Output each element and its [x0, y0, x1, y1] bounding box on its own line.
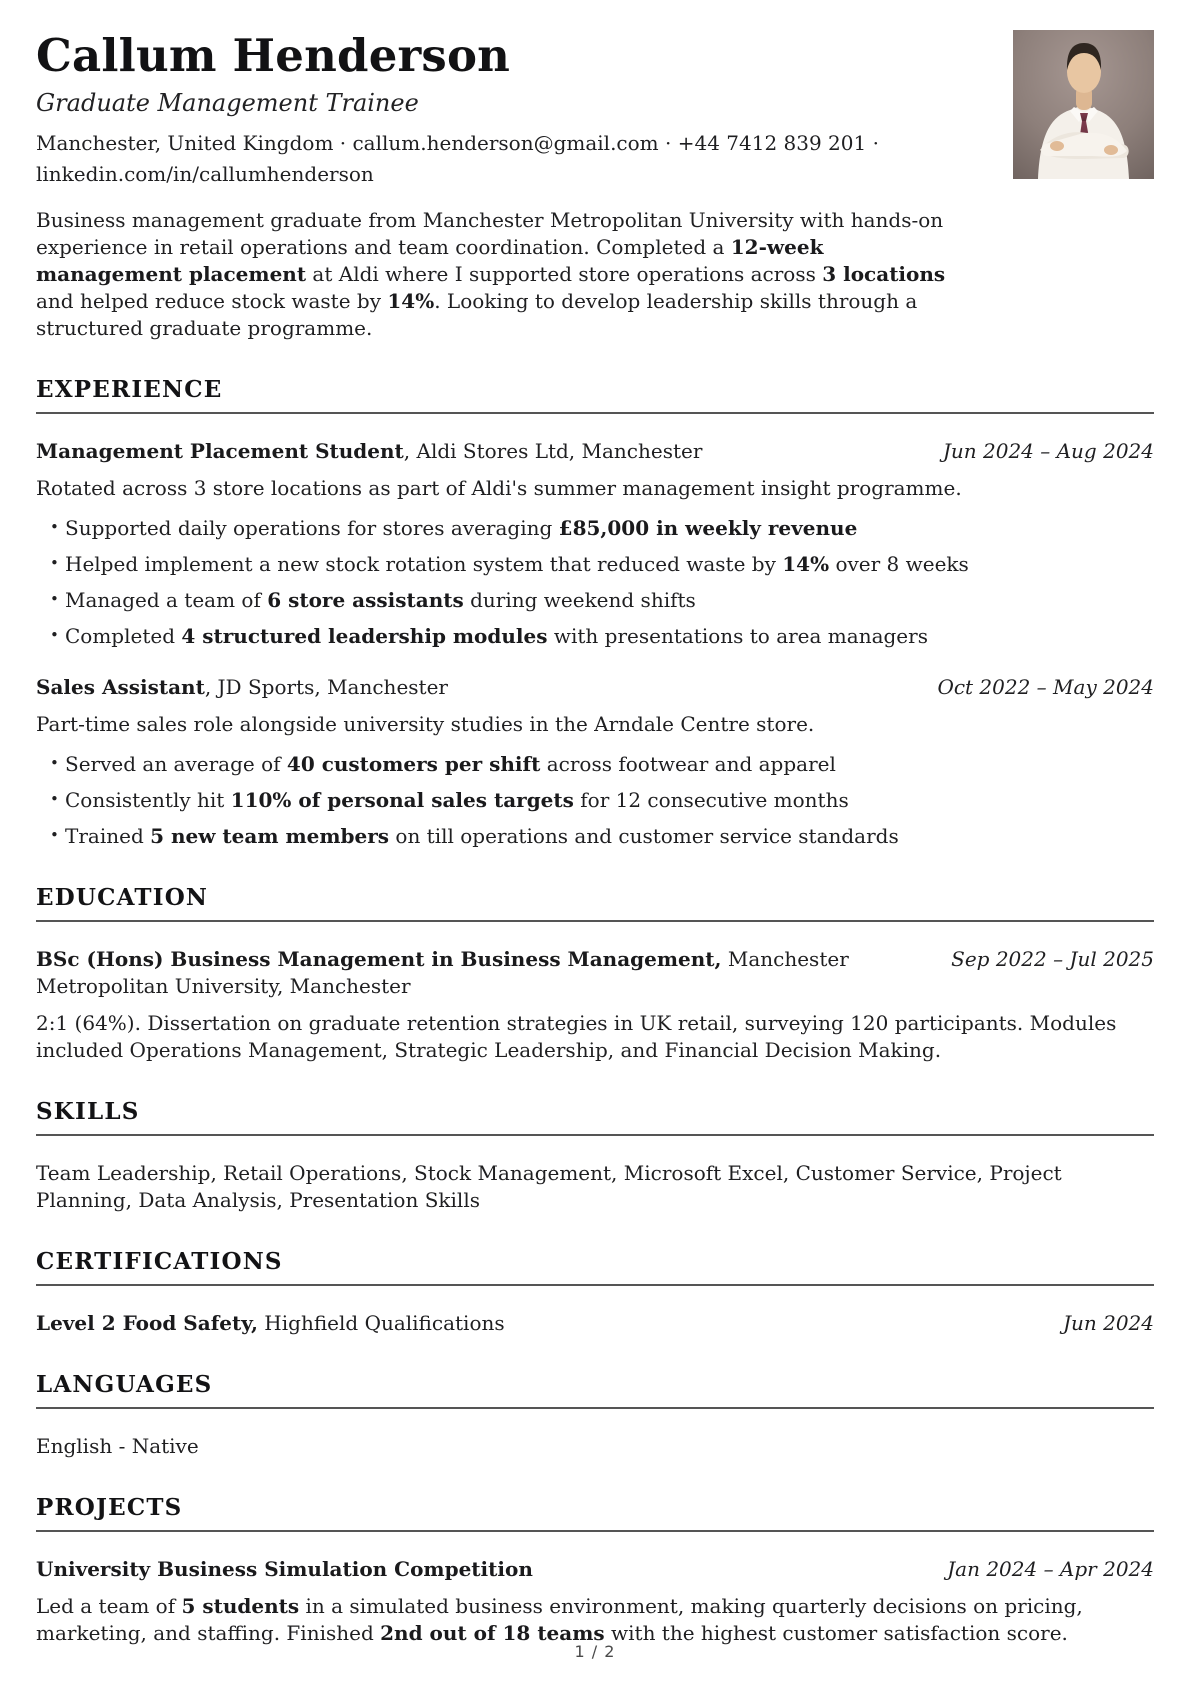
bold-text: 3 locations — [822, 262, 946, 287]
bold-text: 4 structured leadership modules — [181, 624, 548, 649]
section-title-experience: EXPERIENCE — [36, 376, 1154, 414]
bold-text: Management Placement Student — [36, 439, 404, 464]
text: Highfield Qualifications — [257, 1311, 505, 1336]
text: Helped implement a new stock rotation system that reduced waste by — [65, 552, 783, 577]
bold-text: 14% — [782, 552, 830, 577]
header — [36, 30, 1154, 342]
summary-text — [36, 207, 971, 342]
text: Team Leadership, Retail Operations, Stock Management, Microsoft Excel, Customer Service, Project Planning, Data Analysis, Presentation Skills — [36, 1161, 1062, 1213]
entry-heading — [36, 1310, 1039, 1337]
entry-date: Jun 2024 – Aug 2024 — [942, 439, 1154, 464]
entry-date: Jun 2024 — [1062, 1311, 1154, 1336]
bullet-item — [65, 623, 1154, 650]
text: with the highest customer satisfaction score. — [604, 1621, 1068, 1646]
bold-text: BSc (Hons) Business Management in Business Management, — [36, 947, 722, 972]
contact-line: Manchester, United Kingdom · callum.henderson@gmail.com · +44 7412 839 201 · linkedin.com/in/callumhenderson — [36, 131, 879, 186]
entry-description — [36, 1010, 1154, 1064]
text: on till operations and customer service standards — [389, 824, 899, 849]
entry-description — [36, 1160, 1154, 1214]
bold-text: Level 2 Food Safety, — [36, 1311, 258, 1336]
entry-heading — [36, 438, 919, 465]
text: Supported daily operations for stores averaging — [65, 516, 559, 541]
section-education — [36, 884, 1154, 1064]
bold-text: 6 store assistants — [267, 588, 464, 613]
profile-photo — [1013, 30, 1154, 179]
bullet-list — [36, 751, 1154, 850]
entry-description — [36, 711, 1154, 738]
resume-sections — [36, 376, 1154, 1647]
bold-text: 14% — [387, 289, 435, 314]
text: Manchester Metropolitan University, Manchester — [36, 947, 849, 999]
entry-head — [36, 1310, 1154, 1337]
bullet-item — [65, 551, 1154, 578]
bullet-item — [65, 587, 1154, 614]
section-title-certifications: CERTIFICATIONS — [36, 1248, 1154, 1286]
entry — [36, 1160, 1154, 1214]
bold-text: 12-week management placement — [36, 235, 824, 287]
bullet-list — [36, 515, 1154, 650]
text: Served an average of — [65, 752, 287, 777]
entry-heading — [36, 946, 927, 1000]
bullet-item — [65, 823, 1154, 850]
bullet-item — [65, 751, 1154, 778]
bold-text: 5 new team members — [150, 824, 390, 849]
entry-description — [36, 475, 1154, 502]
entry — [36, 674, 1154, 850]
section-languages — [36, 1371, 1154, 1460]
text: over 8 weeks — [829, 552, 969, 577]
text: Rotated across 3 store locations as part of Aldi's summer management insight programme. — [36, 476, 962, 501]
text: 2:1 (64%). Dissertation on graduate retention strategies in UK retail, surveying 120 participants. Modules included Operations Management, Strategic Leadership, and Financial Decision Making. — [36, 1011, 1117, 1063]
entry-date: Sep 2022 – Jul 2025 — [951, 947, 1154, 972]
text: for 12 consecutive months — [573, 788, 849, 813]
entry — [36, 1556, 1154, 1647]
section-title-skills: SKILLS — [36, 1098, 1154, 1136]
profile-photo-illustration — [1013, 30, 1154, 179]
text: in a simulated business environment, making quarterly decisions on pricing, marketing, and staffing. Finished — [36, 1594, 1083, 1646]
text: . Looking to develop leadership skills through a structured graduate programme. — [36, 289, 918, 341]
entry-date: Jan 2024 – Apr 2024 — [947, 1557, 1154, 1582]
bold-text: Sales Assistant — [36, 675, 205, 700]
text: at Aldi where I supported store operations across — [306, 262, 823, 287]
text: , JD Sports, Manchester — [204, 675, 448, 700]
bold-text: 5 students — [181, 1594, 300, 1619]
section-title-projects: PROJECTS — [36, 1494, 1154, 1532]
entry-heading — [36, 1556, 923, 1583]
bold-text: 110% of personal sales targets — [230, 788, 574, 813]
text: with presentations to area managers — [547, 624, 928, 649]
entry-description — [36, 1433, 1154, 1460]
entry-head — [36, 674, 1154, 701]
section-skills — [36, 1098, 1154, 1214]
entry-heading — [36, 674, 913, 701]
entry-head — [36, 438, 1154, 465]
bold-text: 40 customers per shift — [286, 752, 541, 777]
text: Managed a team of — [65, 588, 268, 613]
person-title: Graduate Management Trainee — [36, 89, 419, 118]
entry — [36, 946, 1154, 1064]
entry-date: Oct 2022 – May 2024 — [937, 675, 1154, 700]
hand-right — [1104, 145, 1118, 155]
entry-description — [36, 1593, 1154, 1647]
section-projects — [36, 1494, 1154, 1647]
bold-text: 2nd out of 18 teams — [380, 1621, 605, 1646]
text: Consistently hit — [65, 788, 231, 813]
text: Business management graduate from Manchester Metropolitan University with hands-on experience in retail operations and team coordination. Completed a — [36, 208, 944, 260]
text: Completed — [65, 624, 182, 649]
text: Led a team of — [36, 1594, 182, 1619]
section-title-education: EDUCATION — [36, 884, 1154, 922]
entry — [36, 1433, 1154, 1460]
text: English - Native — [36, 1434, 199, 1459]
section-title-languages: LANGUAGES — [36, 1371, 1154, 1409]
hand-left — [1050, 141, 1064, 151]
bullet-item — [65, 515, 1154, 542]
bold-text: £85,000 in weekly revenue — [558, 516, 858, 541]
section-certifications — [36, 1248, 1154, 1337]
text: Part-time sales role alongside university studies in the Arndale Centre store. — [36, 712, 815, 737]
entry — [36, 1310, 1154, 1337]
page-number: 1 / 2 — [574, 1642, 616, 1661]
text: during weekend shifts — [463, 588, 696, 613]
entry-head — [36, 1556, 1154, 1583]
section-experience — [36, 376, 1154, 850]
bold-text: University Business Simulation Competition — [36, 1557, 533, 1582]
header-text-block — [36, 30, 971, 342]
text: and helped reduce stock waste by — [36, 289, 388, 314]
text: , Aldi Stores Ltd, Manchester — [403, 439, 703, 464]
text: Trained — [65, 824, 151, 849]
bullet-item — [65, 787, 1154, 814]
entry — [36, 438, 1154, 650]
text: across footwear and apparel — [540, 752, 836, 777]
person-name: Callum Henderson — [36, 29, 511, 82]
entry-head — [36, 946, 1154, 1000]
